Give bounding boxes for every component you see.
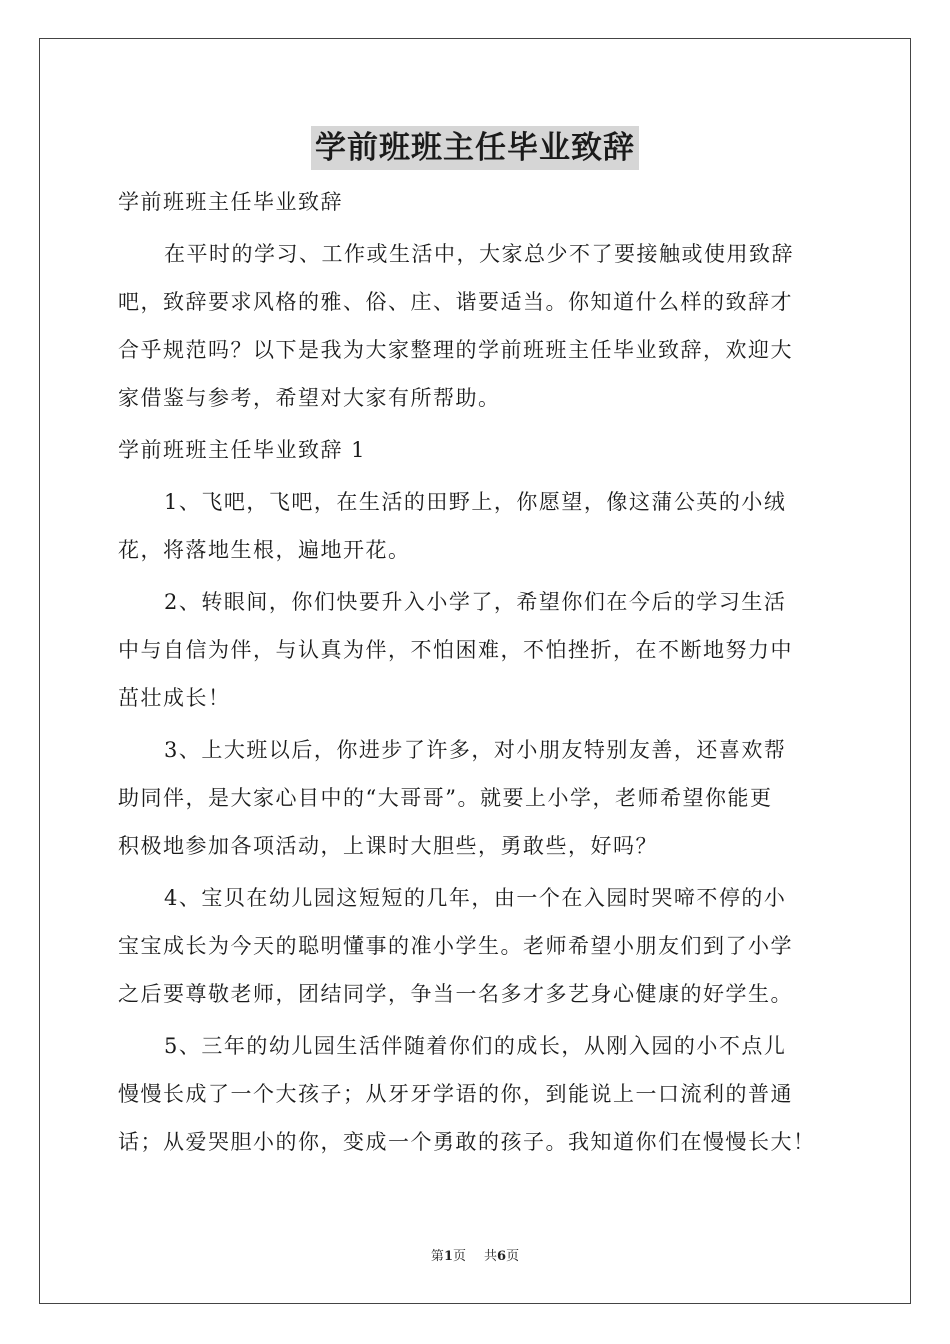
item-5-line: 5、三年的幼儿园生活伴随着你们的成长，从刚入园的小不点儿 [164, 1034, 787, 1058]
item-3-line: 3、上大班以后，你进步了许多，对小朋友特别友善，还喜欢帮 [164, 738, 787, 762]
total-prefix: 共 [484, 1249, 498, 1264]
title-container [0, 126, 950, 170]
intro-line: 合乎规范吗？以下是我为大家整理的学前班班主任毕业致辞，欢迎大 [118, 338, 793, 362]
subtitle-line: 学前班班主任毕业致辞 [118, 190, 343, 214]
page-suffix: 页 [452, 1249, 466, 1264]
page-prefix: 第 [430, 1249, 444, 1264]
item-4-line: 宝宝成长为今天的聪明懂事的准小学生。老师希望小朋友们到了小学 [118, 934, 793, 958]
intro-line: 吧，致辞要求风格的雅、俗、庄、谐要适当。你知道什么样的致辞才 [118, 290, 793, 314]
total-suffix: 页 [506, 1249, 520, 1264]
item-2-line: 2、转眼间，你们快要升入小学了，希望你们在今后的学习生活 [164, 590, 787, 614]
item-3-line: 助同伴，是大家心目中的“大哥哥”。就要上小学，老师希望你能更 [118, 786, 773, 810]
item-2-line: 中与自信为伴，与认真为伴，不怕困难，不怕挫折，在不断地努力中 [118, 638, 793, 662]
page-current: 1 [443, 1249, 453, 1264]
item-5-line: 话；从爱哭胆小的你，变成一个勇敢的孩子。我知道你们在慢慢长大！ [118, 1130, 816, 1154]
page-total: 6 [497, 1249, 507, 1264]
intro-line: 家借鉴与参考，希望对大家有所帮助。 [118, 386, 501, 410]
document-title: 学前班班主任毕业致辞 [311, 126, 639, 170]
section-heading: 学前班班主任毕业致辞 1 [118, 438, 367, 462]
page-footer [0, 1245, 950, 1264]
item-2-line: 茁壮成长！ [118, 686, 231, 710]
item-5-line: 慢慢长成了一个大孩子；从牙牙学语的你，到能说上一口流利的普通 [118, 1082, 793, 1106]
intro-line: 在平时的学习、工作或生活中，大家总少不了要接触或使用致辞 [164, 242, 794, 266]
item-1-line: 1、飞吧，飞吧，在生活的田野上，你愿望，像这蒲公英的小绒 [164, 490, 787, 514]
item-1-line: 花，将落地生根，遍地开花。 [118, 538, 411, 562]
item-4-line: 4、宝贝在幼儿园这短短的几年，由一个在入园时哭啼不停的小 [164, 886, 787, 910]
item-3-line: 积极地参加各项活动，上课时大胆些，勇敢些，好吗？ [118, 834, 658, 858]
item-4-line: 之后要尊敬老师，团结同学，争当一名多才多艺身心健康的好学生。 [118, 982, 793, 1006]
document-body [118, 178, 836, 1166]
